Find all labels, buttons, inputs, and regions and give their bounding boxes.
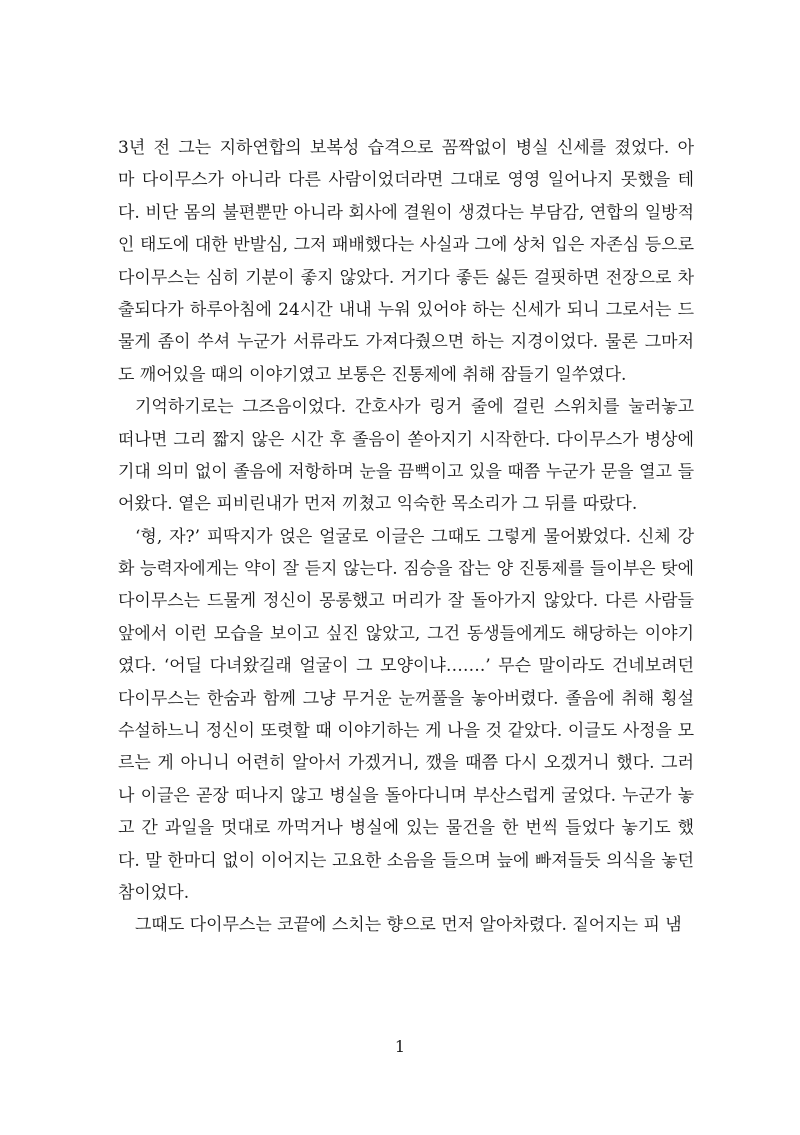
text-line: 다. 말 한마디 없이 이어지는 고요한 소음을 들으며 늪에 빠져들듯 의식을 놓던: [118, 850, 694, 871]
text-line: 출되다가 하루아침에 24시간 내내 누워 있어야 하는 신세가 되니 그로서는 드: [118, 299, 694, 320]
text-line: 르는 게 아니니 어련히 알아서 가겠거니, 깼을 때쯤 다시 오겠거니 했다. 그러: [118, 753, 694, 774]
paragraph: [118, 132, 694, 391]
text-line: 였다. ‘어딜 다녀왔길래 얼굴이 그 모양이냐…….’ 무슨 말이라도 건네보려던: [118, 656, 694, 677]
text-line: 다이무스는 한숨과 함께 그냥 무거운 눈꺼풀을 놓아버렸다. 졸음에 취해 횡설: [118, 688, 694, 709]
text-line: 다이무스는 드물게 정신이 몽롱했고 머리가 잘 돌아가지 않았다. 다른 사람들: [118, 591, 694, 612]
paragraph: [118, 391, 694, 521]
text-line: 기억하기로는 그즈음이었다. 간호사가 링거 줄에 걸린 스위치를 눌러놓고: [135, 397, 694, 418]
text-line: 수설하느니 정신이 또렷할 때 이야기하는 게 나을 것 같았다. 이글도 사정을 모: [118, 721, 694, 742]
text-line: ‘형, 자?’ 피딱지가 얹은 얼굴로 이글은 그때도 그렇게 물어봤었다. 신체 강: [135, 526, 694, 547]
body-text: [118, 132, 694, 942]
text-line: 고 간 과일을 멋대로 까먹거나 병실에 있는 물건을 한 번씩 들었다 놓기도 했: [118, 818, 694, 839]
text-line: 화 능력자에게는 약이 잘 듣지 않는다. 짐승을 잡는 양 진통제를 들이부은 탓에: [118, 559, 694, 580]
text-line: 물게 좀이 쑤셔 누군가 서류라도 가져다줬으면 하는 지경이었다. 물론 그마저: [118, 332, 694, 353]
text-line: 인 태도에 대한 반발심, 그저 패배했다는 사실과 그에 상처 입은 자존심 등으로: [118, 235, 694, 256]
text-line: 참이었다.: [118, 882, 190, 903]
text-line: 앞에서 이런 모습을 보이고 싶진 않았고, 그건 동생들에게도 해당하는 이야기: [118, 623, 694, 644]
text-line: 기대 의미 없이 졸음에 저항하며 눈을 끔뻑이고 있을 때쯤 누군가 문을 열고 들: [118, 461, 694, 482]
text-line: 도 깨어있을 때의 이야기였고 보통은 진통제에 취해 잠들기 일쑤였다.: [118, 364, 627, 385]
text-line: 다이무스는 심히 기분이 좋지 않았다. 거기다 좋든 싫든 걸핏하면 전장으로 차: [118, 267, 694, 288]
text-line: 나 이글은 곧장 떠나지 않고 병실을 돌아다니며 부산스럽게 굴었다. 누군가 놓: [118, 785, 694, 806]
text-line: 떠나면 그리 짧지 않은 시간 후 졸음이 쏟아지기 시작한다. 다이무스가 병상에: [118, 429, 694, 450]
text-line: 그때도 다이무스는 코끝에 스치는 향으로 먼저 알아차렸다. 짙어지는 피 냄: [135, 915, 682, 936]
paragraph: [118, 521, 694, 910]
text-line: 마 다이무스가 아니라 다른 사람이었더라면 그대로 영영 일어나지 못했을 테: [118, 170, 694, 191]
paragraph: [118, 909, 694, 941]
text-line: 다. 비단 몸의 불편뿐만 아니라 회사에 결원이 생겼다는 부담감, 연합의 일방적: [118, 202, 694, 223]
text-line: 어왔다. 옅은 피비린내가 먼저 끼쳤고 익숙한 목소리가 그 뒤를 따랐다.: [118, 494, 638, 515]
page-number: 1: [394, 1037, 406, 1056]
text-line: 3년 전 그는 지하연합의 보복성 습격으로 꼼짝없이 병실 신세를 졌었다. 아: [118, 138, 694, 158]
